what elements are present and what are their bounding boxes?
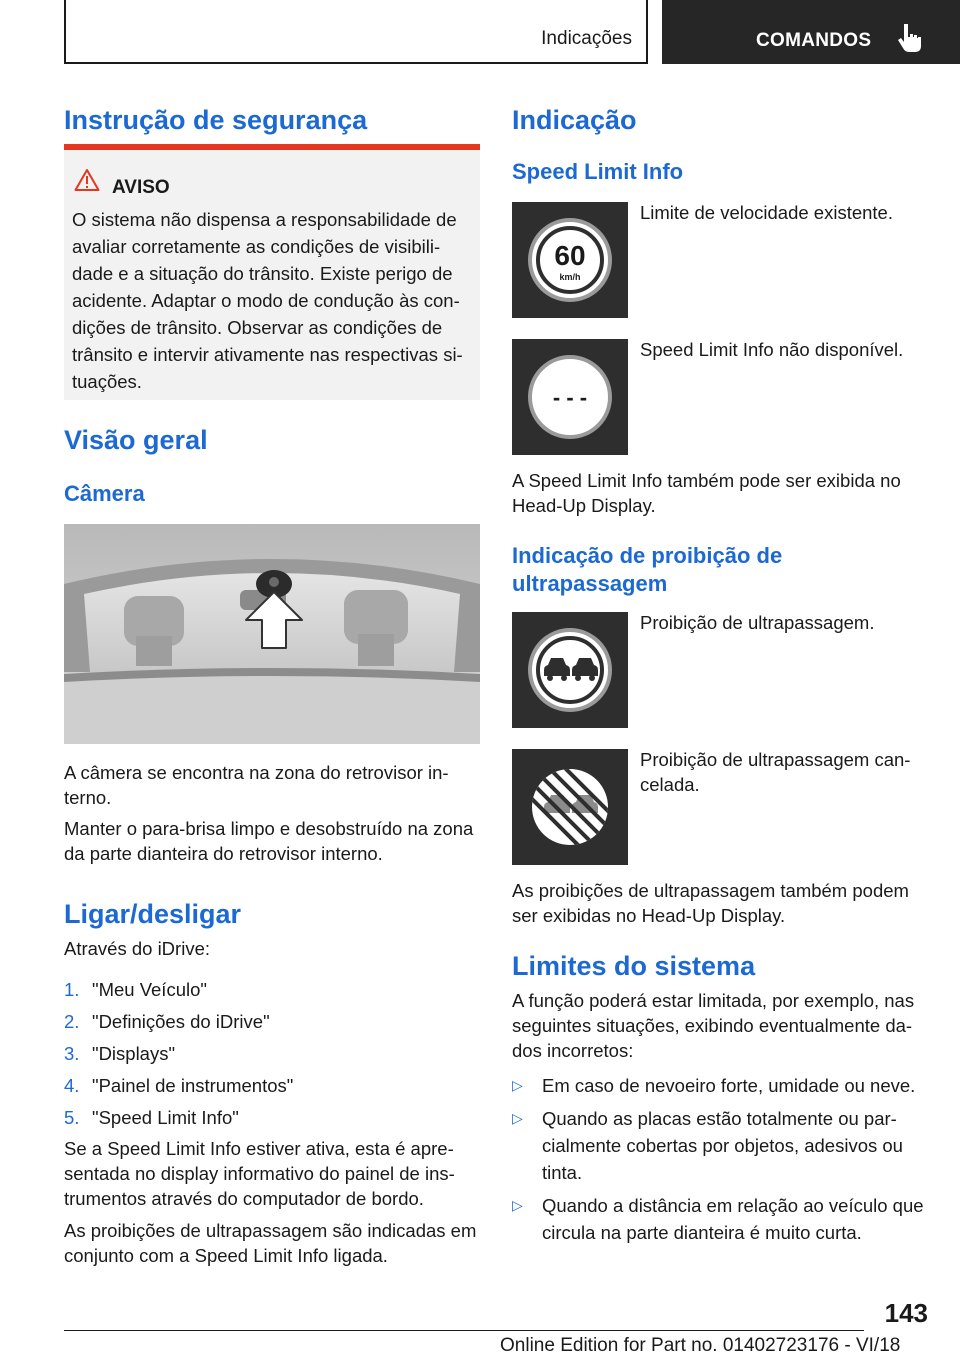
- list-item: 5. "Speed Limit Info": [64, 1107, 239, 1128]
- speed-limit-unavailable-caption: Speed Limit Info não disponível.: [640, 339, 904, 360]
- bullet-triangle-icon: ▷: [512, 1110, 523, 1126]
- system-limits-heading: Limites do sistema: [512, 951, 756, 981]
- speed-limit-unit: km/h: [559, 272, 581, 282]
- overtaking-cancelled-sign: [512, 749, 628, 865]
- list-item: ▷ Em caso de nevoeiro forte, umidade ou neve.: [512, 1072, 928, 1099]
- bullet-triangle-icon: ▷: [512, 1197, 523, 1213]
- header-chapter-tab: [662, 0, 960, 64]
- speed-limit-unavailable-icon: [512, 339, 628, 455]
- list-item: 1. "Meu Veículo": [64, 979, 207, 1000]
- camera-location-text: A câmera se encontra na zona do retrovisor in-terno.: [64, 762, 449, 808]
- warning-box: [64, 144, 480, 400]
- overtake-heading: Indicação de proibição de ultrapassagem: [512, 543, 783, 596]
- onoff-intro: Através do iDrive:: [64, 938, 210, 959]
- camera-heading: Câmera: [64, 481, 145, 506]
- menu-path-list: [64, 974, 480, 1134]
- list-item: 4. "Painel de instrumentos": [64, 1075, 294, 1096]
- header-section-box: [64, 0, 648, 64]
- page-number: 143: [884, 1298, 928, 1328]
- no-overtaking-sign: [512, 612, 628, 728]
- speed-limit-sign: [512, 202, 628, 318]
- indication-heading: Indicação: [512, 105, 637, 135]
- camera-location-photo: [64, 524, 480, 744]
- system-limits-intro: A função poderá estar limitada, por exemplo, nas seguintes situações, exibindo eventualmente da-dos incorretos:: [512, 990, 915, 1061]
- warning-triangle-icon: [74, 168, 100, 192]
- no-overtaking-icon: [512, 612, 628, 728]
- list-item: 3. "Displays": [64, 1043, 176, 1064]
- bullet-triangle-icon: ▷: [512, 1077, 523, 1093]
- list-item: ▷ Quando as placas estão totalmente ou par-cialmente cobertas por objetos, adesivos ou tinta.: [512, 1105, 928, 1186]
- warning-label: AVISO: [112, 177, 170, 198]
- header-chapter-title: COMANDOS: [756, 30, 872, 51]
- onoff-display-text: Se a Speed Limit Info estiver ativa, esta é apre-sentada no display informativo do painel de ins-trumentos através do computador de bordo.: [64, 1138, 455, 1209]
- onoff-heading: Ligar/desligar: [64, 899, 242, 929]
- warning-text: O sistema não dispensa a responsabilidade de avaliar corretamente as condições de visibili-dade e a situação do trânsito. Existe perigo de acidente. Adaptar o modo de condução às con-dições de trânsito. Observar as condições de trânsito e intervir ativamente nas respectivas si-tuações.: [72, 209, 463, 392]
- no-overtaking-caption: Proibição de ultrapassagem.: [640, 612, 875, 633]
- list-item: ▷ Quando a distância em relação ao veículo que circula na parte dianteira é muito curta.: [512, 1192, 928, 1246]
- unavailable-value: - - -: [552, 385, 588, 410]
- safety-heading: Instrução de segurança: [64, 105, 368, 135]
- overtaking-cancelled-caption: Proibição de ultrapassagem can-celada.: [640, 749, 911, 795]
- speed-limit-caption: Limite de velocidade existente.: [640, 202, 893, 223]
- speed-limit-value: 60: [554, 240, 586, 271]
- speed-limit-60-icon: [512, 202, 628, 318]
- system-limits-list: [512, 1072, 928, 1252]
- overview-heading: Visão geral: [64, 425, 208, 455]
- speed-limit-hud-text: A Speed Limit Info também pode ser exibida no Head-Up Display.: [512, 470, 901, 516]
- list-item: 2. "Definições do iDrive": [64, 1011, 270, 1032]
- header-section-title: Indicações: [541, 28, 632, 49]
- footer-edition: Online Edition for Part no. 01402723176 - VI/18: [500, 1335, 901, 1356]
- speed-limit-unavailable-sign: [512, 339, 628, 455]
- onoff-overtake-text: As proibições de ultrapassagem são indicadas em conjunto com a Speed Limit Info ligada.: [64, 1220, 477, 1266]
- overtake-hud-text: As proibições de ultrapassagem também podem ser exibidas no Head-Up Display.: [512, 880, 909, 926]
- footer-divider: [64, 1330, 864, 1331]
- speed-limit-info-heading: Speed Limit Info: [512, 159, 684, 184]
- camera-cleaning-text: Manter o para-brisa limpo e desobstruído na zona da parte dianteira do retrovisor interno.: [64, 818, 474, 864]
- pointing-hand-icon: [898, 22, 926, 54]
- overtaking-cancelled-icon: [512, 749, 628, 865]
